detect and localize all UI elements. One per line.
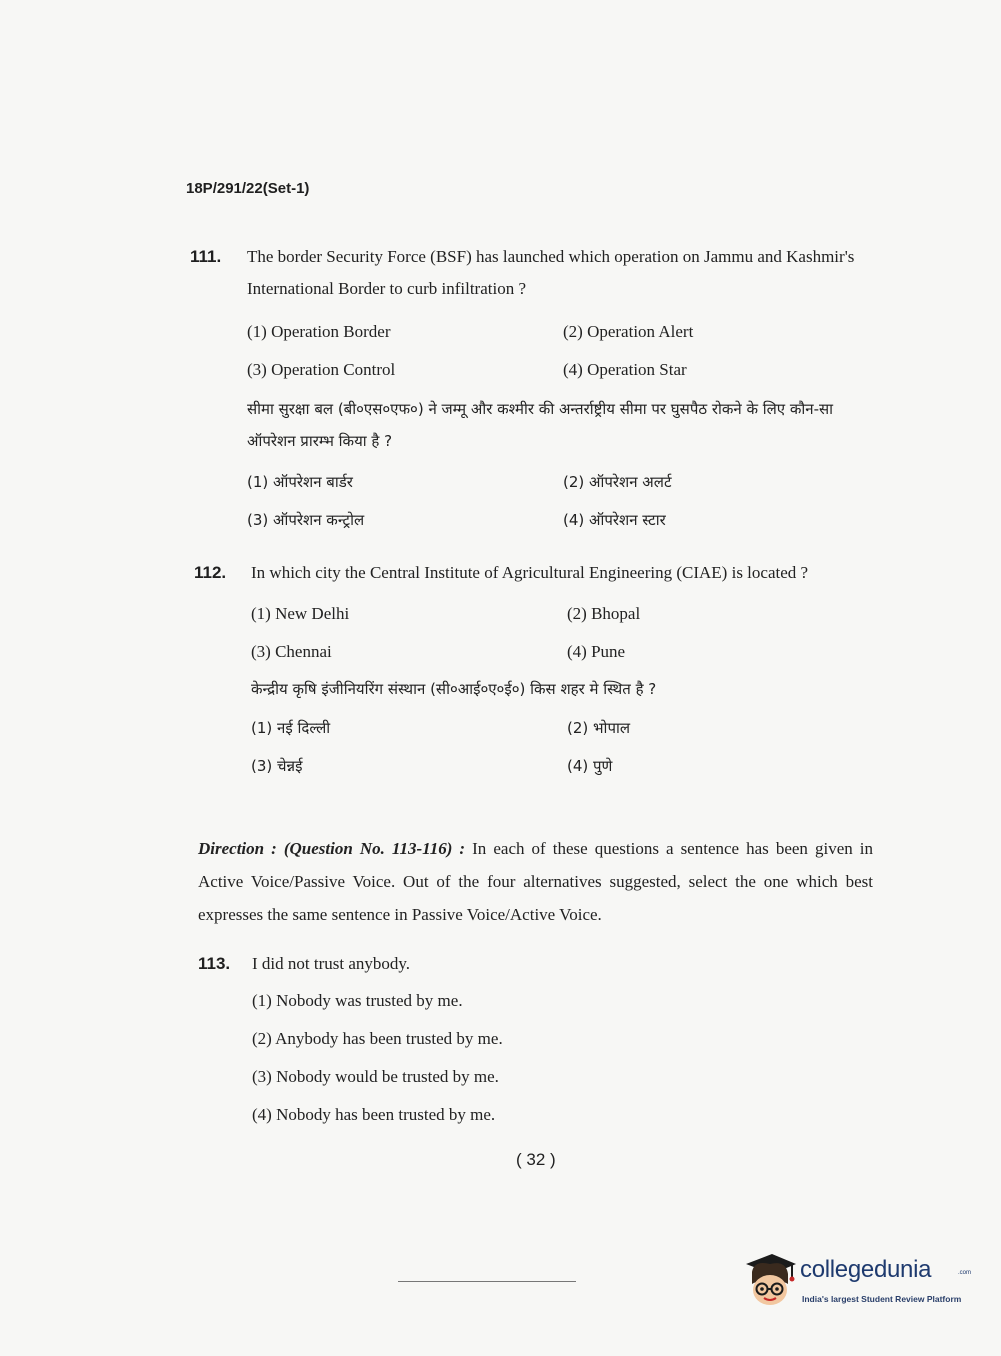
question-text: In which city the Central Institute of Agricultural Engineering (CIAE) is located ? (251, 563, 809, 582)
brand-watermark (742, 1250, 972, 1320)
brand-suffix: .com (958, 1270, 972, 1276)
question-number: 113. (198, 954, 231, 973)
direction-block (198, 832, 873, 931)
direction-label: Direction : (Question No. 113-116) : (198, 839, 466, 858)
options-english (252, 982, 888, 1134)
brand-name: collegedunia (800, 1256, 932, 1283)
options-english (247, 313, 880, 389)
option-3: (3) Operation Control (247, 360, 396, 379)
question-text: I did not trust anybody. (252, 954, 411, 973)
question-111 (190, 241, 880, 539)
paper-code: 18P/291/22(Set-1) (186, 180, 310, 197)
options-hindi (247, 463, 880, 539)
option-4: (4) Nobody has been trusted by me. (252, 1105, 496, 1124)
options-english (251, 595, 884, 671)
option-4-hindi: (4) पुणे (567, 757, 613, 775)
question-text: The border Security Force (BSF) has launched which operation on Jammu and Kashmir's International Border to curb infiltration ? (247, 247, 855, 298)
option-3: (3) Nobody would be trusted by me. (252, 1067, 499, 1086)
option-2: (2) Anybody has been trusted by me. (252, 1029, 503, 1048)
option-1: (1) Nobody was trusted by me. (252, 991, 463, 1010)
option-4: (4) Operation Star (563, 360, 687, 379)
page-number: ( 32 ) (516, 1150, 556, 1169)
option-3-hindi: (3) चेन्नई (251, 757, 303, 775)
option-1: (1) Operation Border (247, 322, 391, 341)
question-number: 111. (190, 247, 222, 266)
option-1: (1) New Delhi (251, 604, 350, 623)
option-1-hindi: (1) नई दिल्ली (251, 719, 331, 737)
option-2: (2) Bhopal (567, 604, 641, 623)
direction-text: In each of these questions a sentence has been given in Active Voice/Passive Voice. Out of the four alternatives suggested, select the one which best expresses the same sentence in Passive Voice/Active Voice. (198, 839, 874, 924)
student-mascot-icon (742, 1250, 798, 1310)
option-4: (4) Pune (567, 642, 626, 661)
option-3-hindi: (3) ऑपरेशन कन्ट्रोल (247, 511, 365, 529)
option-2-hindi: (2) भोपाल (567, 719, 631, 737)
option-2: (2) Operation Alert (563, 322, 694, 341)
question-text-hindi: सीमा सुरक्षा बल (बी०एस०एफ०) ने जम्मू और कश्मीर की अन्तर्राष्ट्रीय सीमा पर घुसपैठ रोकने के लिए कौन-सा ऑपरेशन प्रारम्भ किया है ? (247, 400, 834, 450)
option-3: (3) Chennai (251, 642, 332, 661)
question-113 (198, 948, 888, 1134)
brand-tagline: India's largest Student Review Platform (802, 1294, 962, 1304)
footer-divider (398, 1281, 576, 1282)
option-4-hindi: (4) ऑपरेशन स्टार (563, 511, 666, 529)
option-1-hindi: (1) ऑपरेशन बार्डर (247, 473, 353, 491)
question-number: 112. (194, 563, 227, 582)
options-hindi (251, 709, 884, 785)
option-2-hindi: (2) ऑपरेशन अलर्ट (563, 473, 672, 491)
question-112 (194, 557, 884, 785)
question-text-hindi: केन्द्रीय कृषि इंजीनियरिंग संस्थान (सी०आई०ए०ई०) किस शहर मे स्थित है ? (251, 680, 657, 698)
